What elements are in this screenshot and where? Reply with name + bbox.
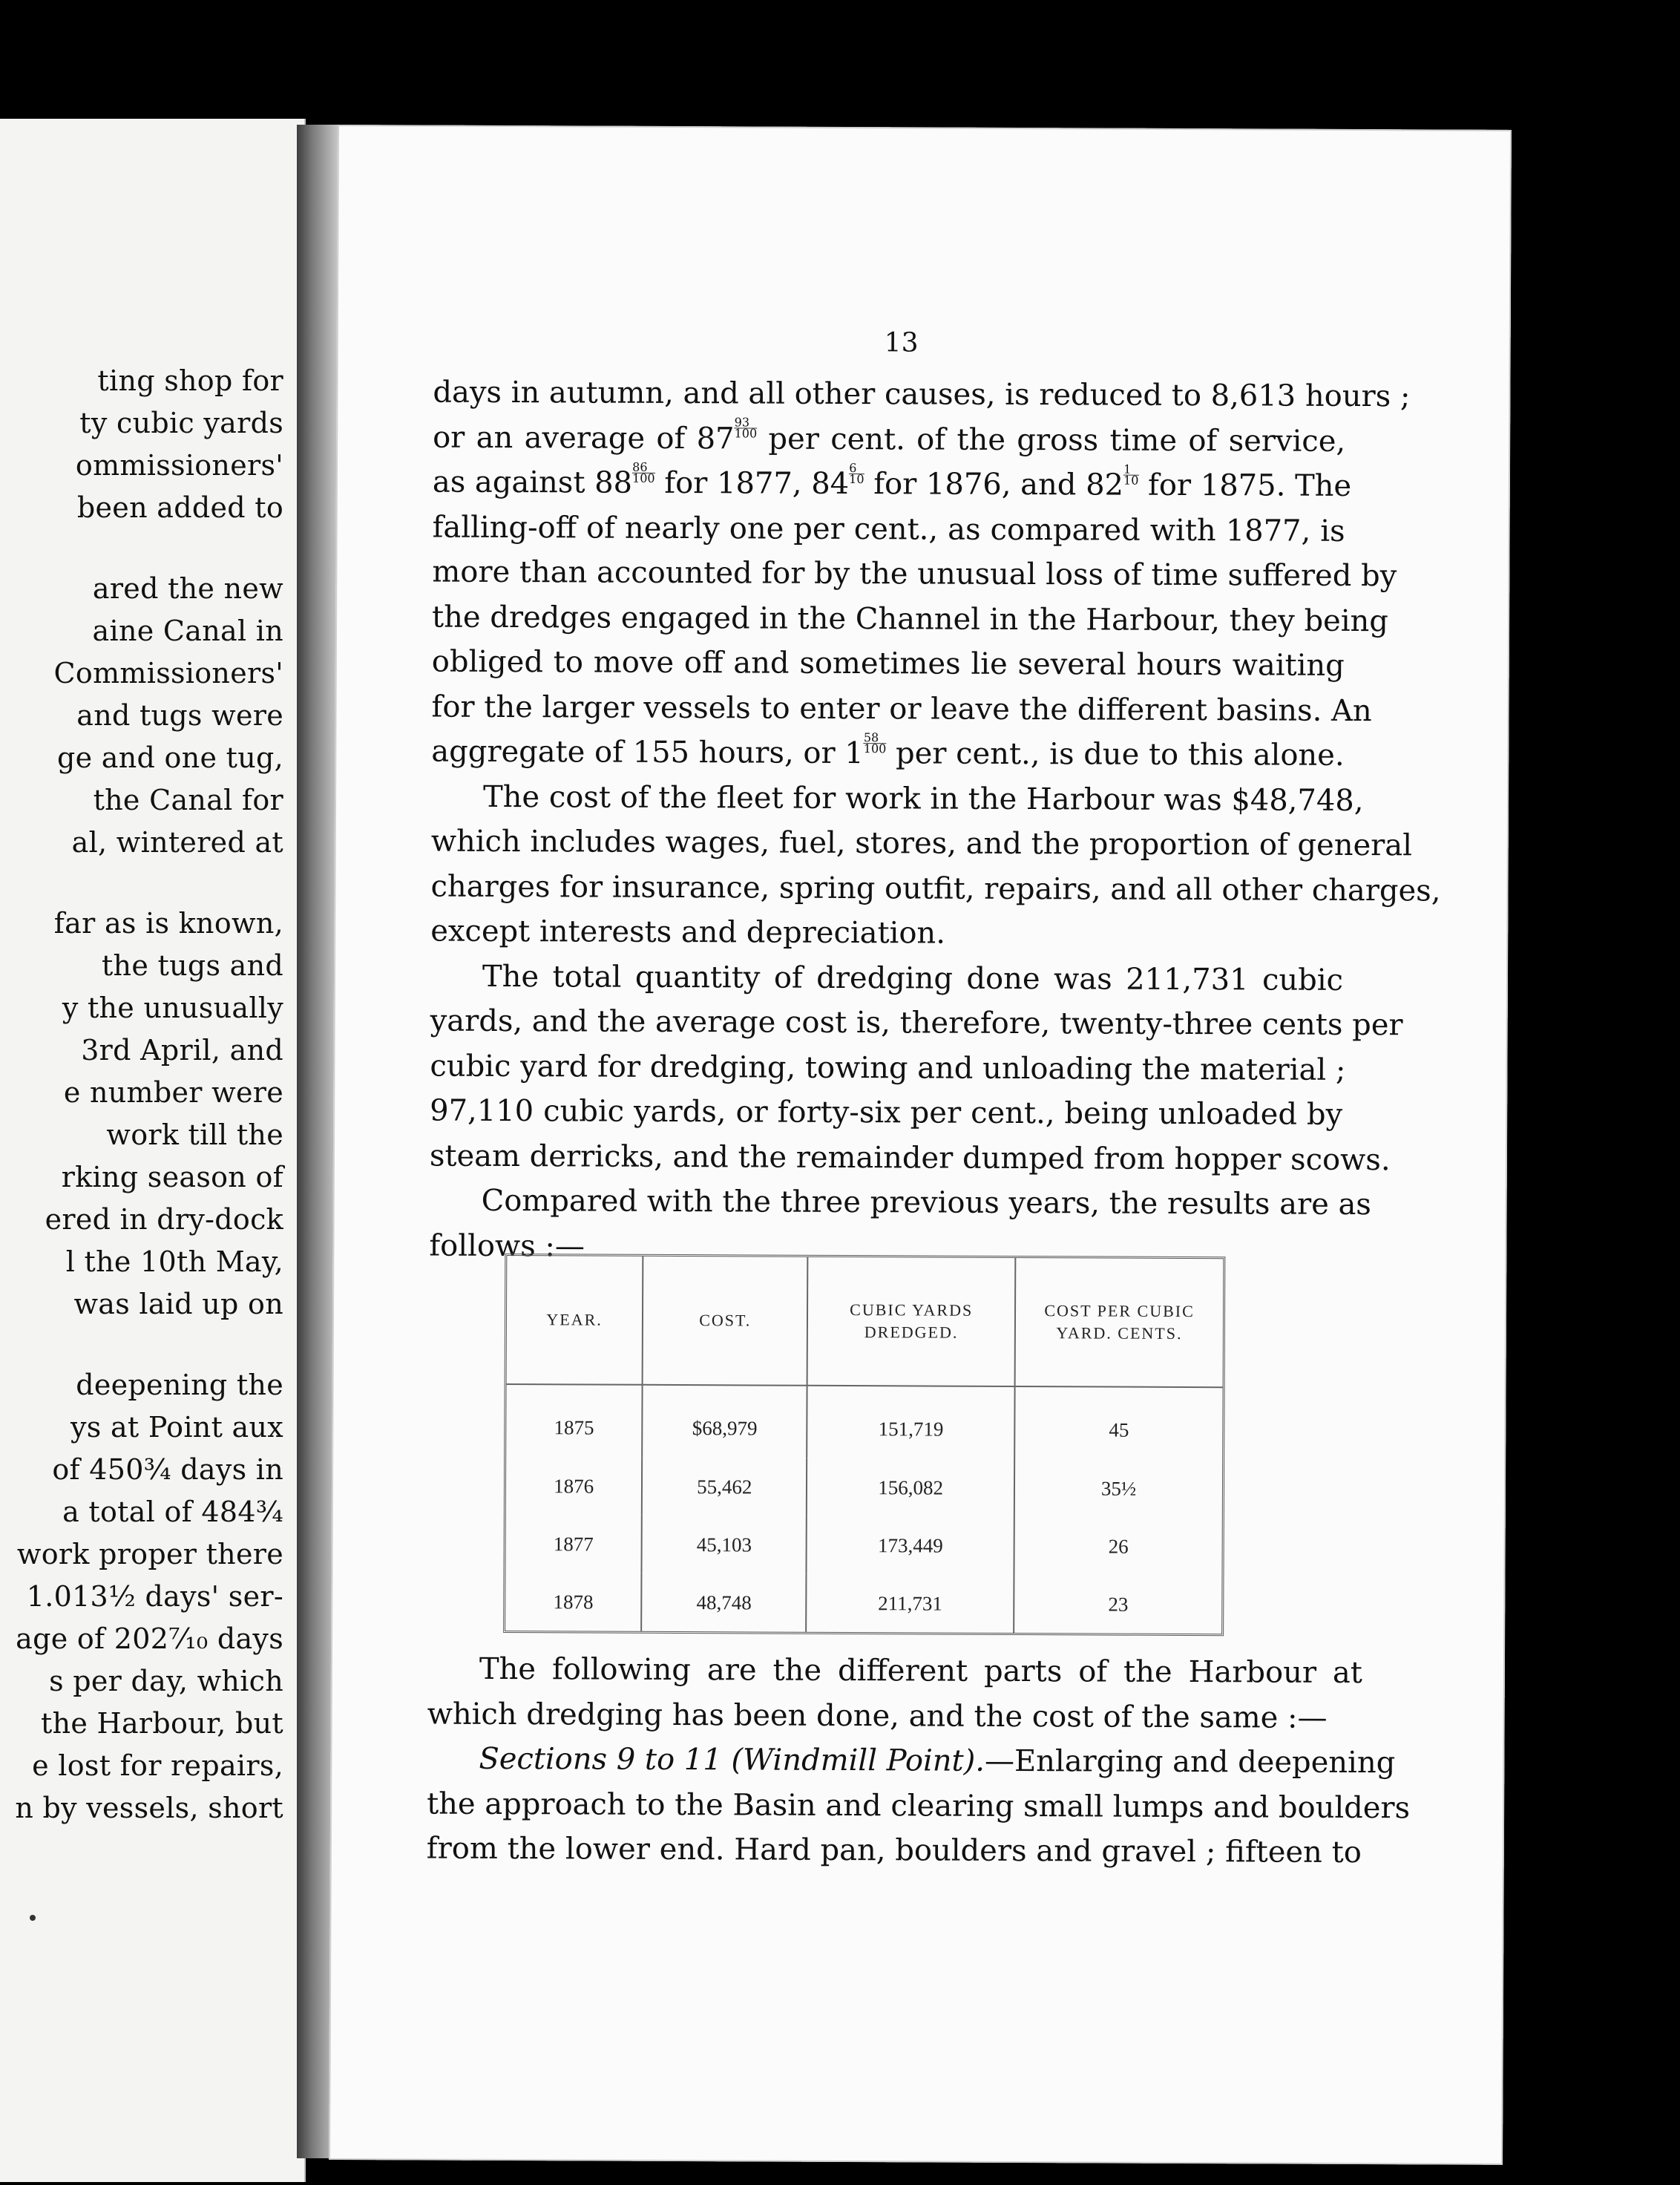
fraction: $\frac{86}{100}$ [632,459,655,485]
page-number: 13 [884,327,919,358]
paragraph [430,774,1441,957]
text-line: the dredges engaged in the Channel in the Harbour, they being [432,600,1389,638]
text-line: The cost of the fleet for work in the Harbour was $48,748, [482,779,1364,818]
text-line: which dredging has been done, and the cost of the same :— [427,1697,1328,1735]
header-cubic-yards: CUBIC YARDS DREDGED. [807,1257,1016,1386]
text-line: The total quantity of dredging done was 211,731 cubic [482,959,1344,998]
text-line: more than accounted for by the unusual loss of time suffered by [432,554,1397,594]
left-line: age of 202⁷⁄₁₀ days [16,1622,283,1655]
left-line: ered in dry-dock [45,1203,283,1236]
left-line: ared the new [92,572,283,605]
right-page [329,125,1512,2165]
text-line: Sections 9 to 11 (Windmill Point).—Enlarging and deepening [479,1741,1396,1781]
left-line: l the 10th May, [65,1245,283,1278]
table-row [506,1457,1222,1518]
text-line: 97,110 cubic yards, or forty-six per cent., being unloaded by [430,1093,1343,1132]
text-line: follows :— [429,1228,585,1263]
left-page [0,119,306,2182]
text-line: yards, and the average cost is, therefore, twenty-three cents per [430,1003,1403,1043]
left-line: of 450¾ days in [52,1453,283,1486]
text-line: The following are the different parts of the Harbour at [479,1651,1363,1691]
text-line: obliged to move off and sometimes lie several hours waiting [431,644,1345,683]
left-line: al, wintered at [71,826,283,859]
cell-year: 1877 [505,1515,642,1573]
paragraph [426,1737,1411,1876]
left-line: deepening the [76,1369,283,1401]
fraction: $\frac{93}{100}$ [734,415,758,441]
paragraph [427,1647,1363,1740]
header-cost: COST. [643,1257,808,1386]
left-line: e lost for repairs, [32,1749,283,1782]
left-line: work proper there [16,1538,283,1570]
left-line: y the unusually [62,992,283,1024]
left-line: s per day, which [49,1665,283,1697]
left-line: far as is known, [53,907,283,940]
cell-cubic-yards: 173,449 [807,1516,1014,1575]
text-line: for the larger vessels to enter or leave the different basins. An [431,689,1372,728]
left-line: and tugs were [76,699,283,732]
text-line: steam derricks, and the remainder dumped from hopper scows. [429,1139,1391,1177]
fraction: $\frac{1}{10}$ [1123,462,1139,488]
left-line: was laid up on [73,1288,283,1320]
text-line: from the lower end. Hard pan, boulders and gravel ; fifteen to [426,1831,1362,1870]
left-line: ting shop for [97,364,283,397]
body-text-continued [426,1647,1411,1876]
text-line: or an average of 87 $\frac{93}{100}$ per cent. of the gross time of service, [433,415,1346,459]
left-line: ge and one tug, [57,741,283,774]
left-line: a total of 484¾ [62,1496,283,1528]
left-line: ys at Point aux [70,1411,283,1444]
left-line: the Canal for [93,784,283,816]
cell-cost-per-yard: 35½ [1100,1477,1137,1500]
text-line: Compared with the three previous years, the results are as [481,1183,1371,1222]
left-line: work till the [106,1118,283,1151]
paragraph [431,370,1411,779]
section-heading: Sections 9 to 11 (Windmill Point). [479,1741,985,1778]
cell-cost: 45,103 [642,1516,807,1574]
left-line: aine Canal in [92,615,283,647]
cell-cubic-yards: 211,731 [806,1574,1014,1633]
left-line: Commissioners' [53,657,283,689]
cell-cubic-yards: 156,082 [807,1458,1014,1517]
left-line: been added to [76,491,283,524]
left-line: 3rd April, and [81,1034,283,1067]
left-line: e number were [63,1076,283,1109]
cell-cost: 48,748 [641,1573,806,1632]
text-line: charges for insurance, spring outfit, repairs, and all other charges, [430,869,1441,908]
left-line: the tugs and [101,949,283,982]
body-text [429,370,1441,1272]
text-line: as against 88 $\frac{86}{100}$ for 1877, 84 $\frac{6}{10}$ for 1876, and 82 $\frac{1}{10}$ for 1875. The [432,459,1352,503]
left-line: rking season of [61,1161,283,1193]
results-table [503,1254,1225,1636]
table-row [505,1573,1221,1634]
left-line: 1.013½ days' ser- [26,1580,283,1613]
text-line: days in autumn, and all other causes, is reduced to 8,613 hours ; [433,375,1411,414]
left-line: ty cubic yards [79,407,283,439]
fraction: $\frac{58}{100}$ [863,730,887,756]
cell-cost-per-yard: 26 [1108,1535,1129,1558]
header-cost-per-yard: COST PER CUBIC YARD. CENTS. [1015,1258,1224,1387]
cell-year: 1875 [506,1384,643,1458]
cell-cost: 55,462 [642,1458,807,1516]
text-line: except interests and depreciation. [430,914,946,951]
left-line: the Harbour, but [41,1707,283,1740]
cell-cost: $68,979 [643,1385,807,1458]
left-line: ommissioners' [75,449,283,482]
text-line: the approach to the Basin and clearing small lumps and boulders [427,1786,1411,1825]
text-line: aggregate of 155 hours, or 1 $\frac{58}{100}$ per cent., is due to this alone. [431,730,1345,773]
cell-year: 1878 [505,1573,642,1631]
table-row [506,1384,1222,1460]
cell-cost-per-yard: 45 [1109,1418,1129,1441]
cell-year: 1876 [506,1457,643,1516]
header-year: YEAR. [507,1256,643,1385]
text-line: which includes wages, fuel, stores, and the proportion of general [430,824,1413,863]
table-row [505,1515,1221,1576]
ink-spot [30,1915,36,1921]
paragraph [429,954,1403,1182]
left-page-text [0,360,283,1829]
left-line: n by vessels, short [15,1792,283,1824]
text-line: falling-off of nearly one per cent., as compared with 1877, is [432,510,1345,548]
fraction: $\frac{6}{10}$ [849,460,864,486]
text-line: cubic yard for dredging, towing and unloading the material ; [430,1049,1346,1087]
cell-cubic-yards: 151,719 [807,1386,1014,1459]
cell-cost-per-yard: 23 [1108,1593,1129,1616]
